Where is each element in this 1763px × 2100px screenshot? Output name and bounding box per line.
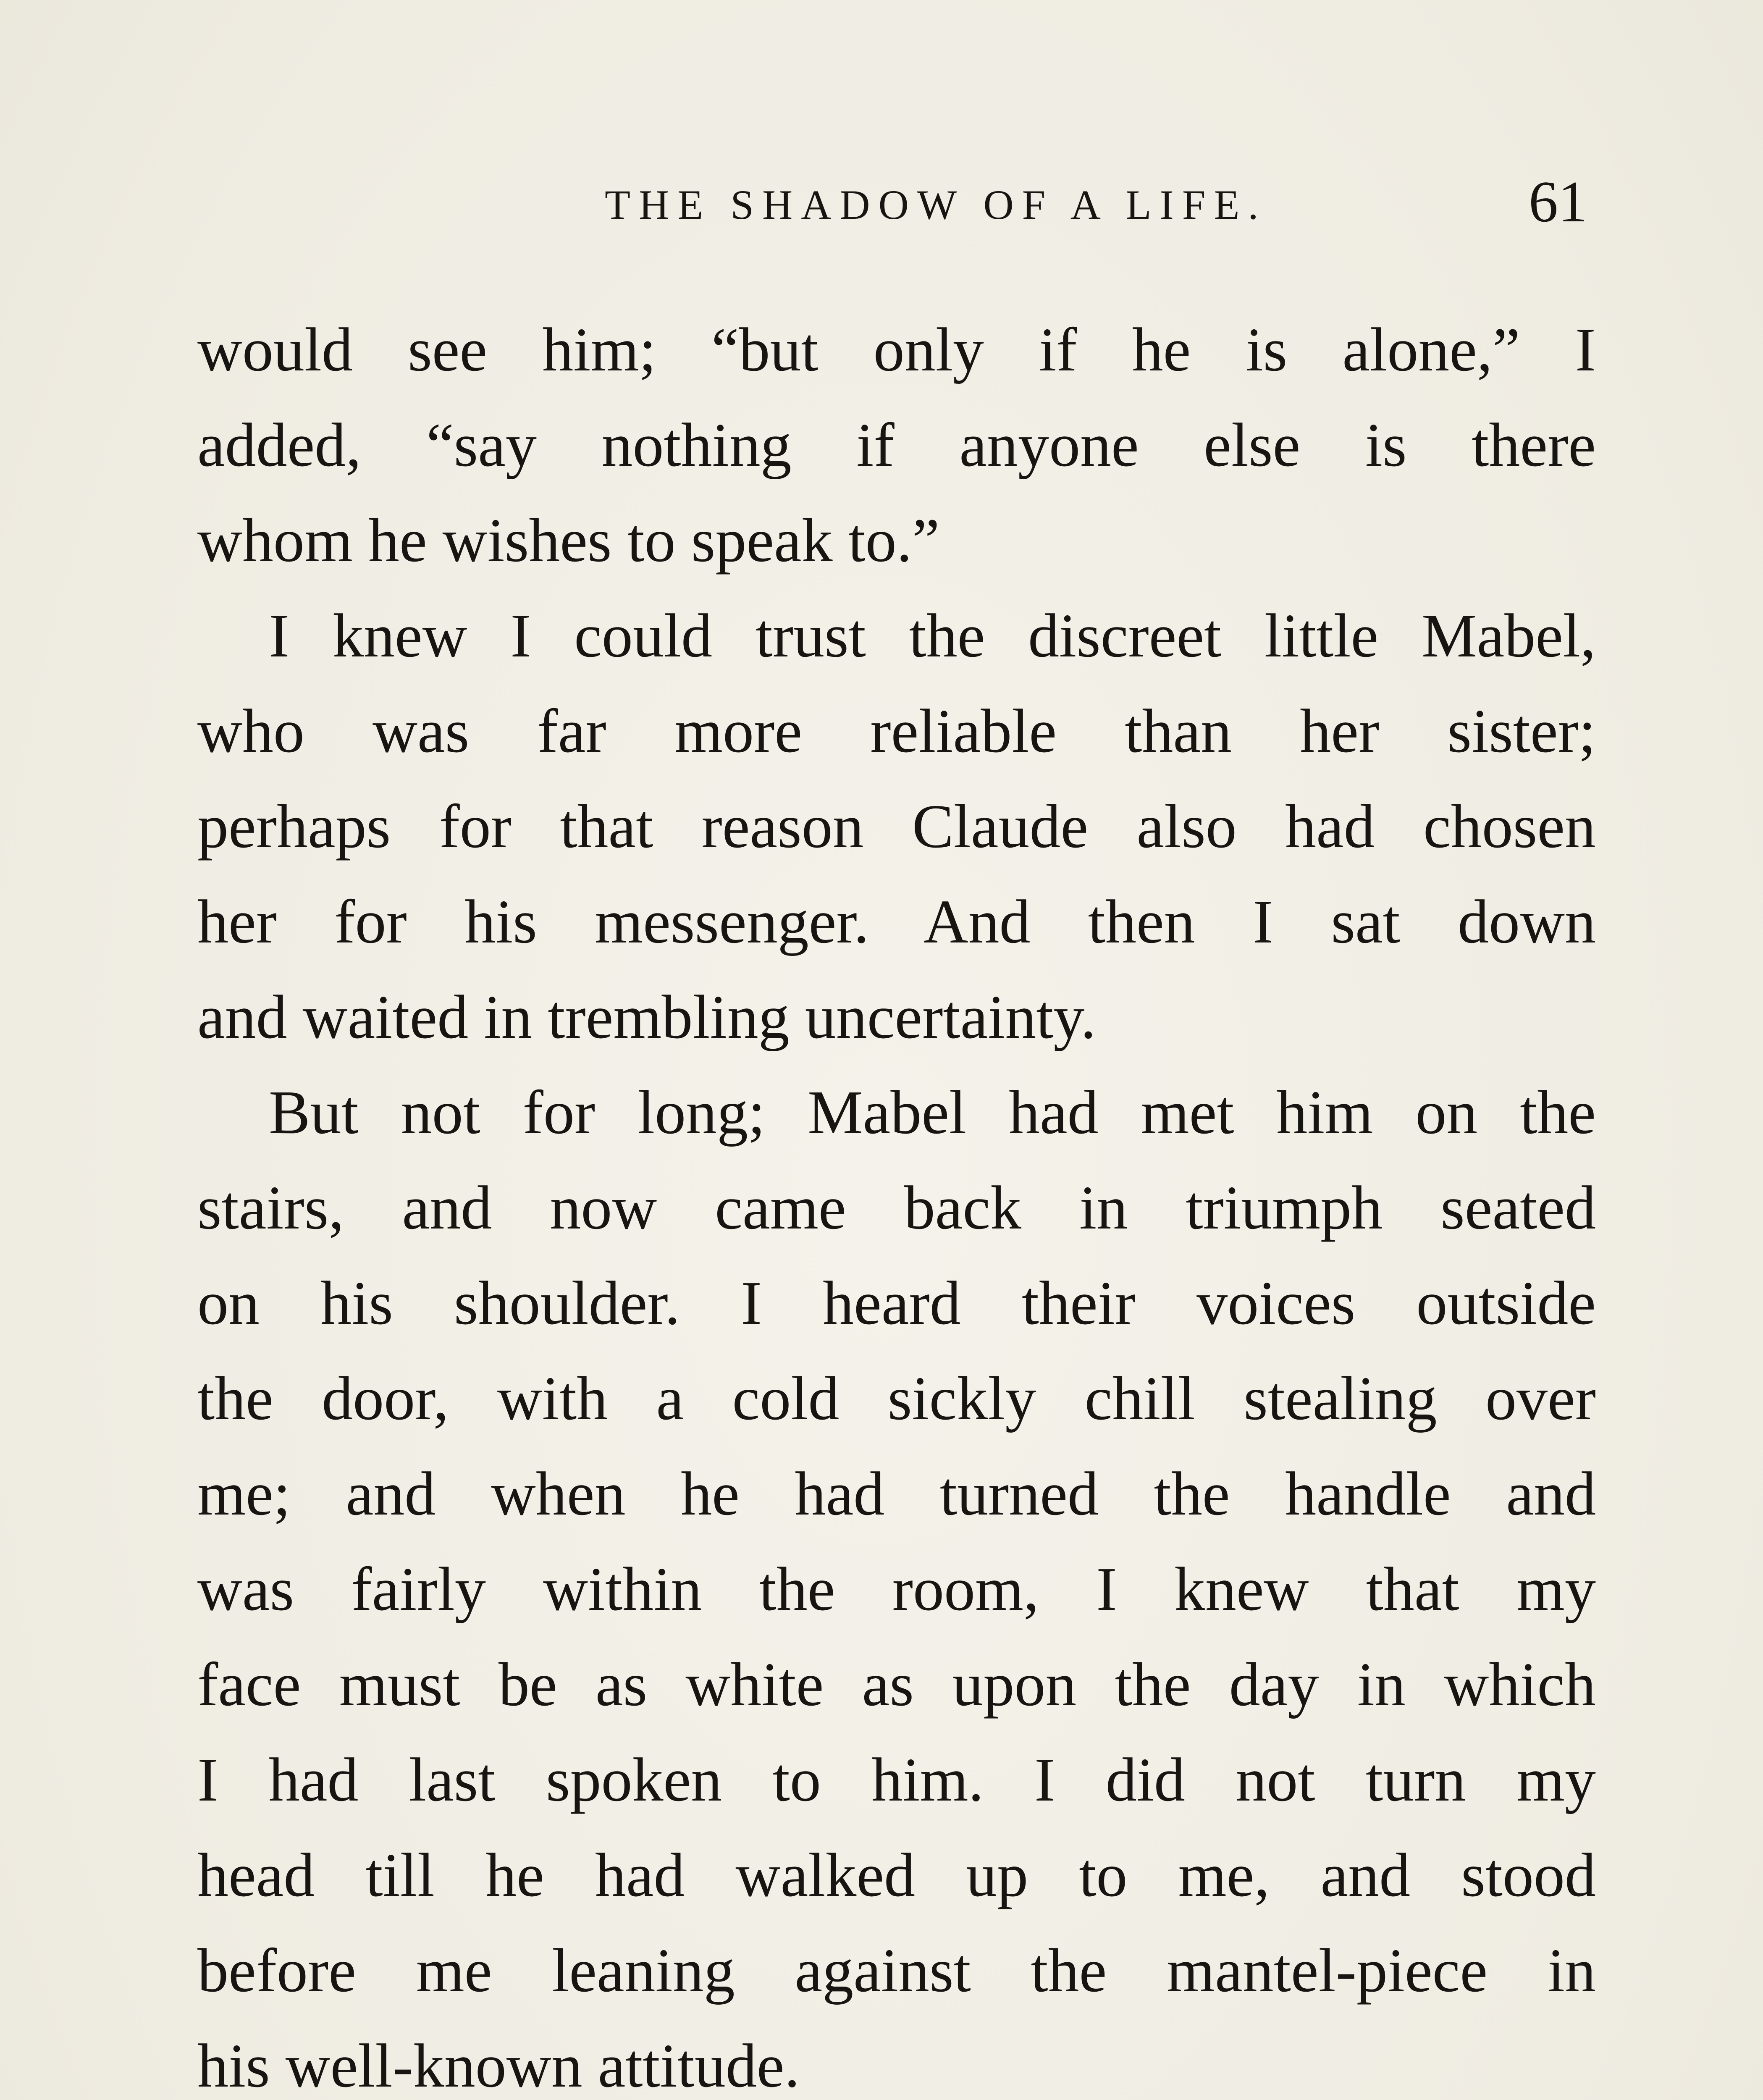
text-line: me; and when he had turned the handle and xyxy=(197,1460,1596,1528)
text-line: was fairly within the room, I knew that my xyxy=(197,1555,1596,1624)
text-line: the door, with a cold sickly chill stealing over xyxy=(197,1364,1596,1433)
text-line: on his shoulder. I heard their voices outside xyxy=(197,1269,1596,1338)
text-line: and waited in trembling uncertainty. xyxy=(197,983,1096,1052)
text-line: whom he wishes to speak to.” xyxy=(197,506,940,575)
page-number: 61 xyxy=(1529,169,1587,234)
text-line: I knew I could trust the discreet little Mabel, xyxy=(269,601,1596,670)
text-line: stairs, and now came back in triumph seated xyxy=(197,1173,1596,1242)
body-text xyxy=(197,302,1596,2100)
text-line: face must be as white as upon the day in which xyxy=(197,1650,1596,1719)
text-line: perhaps for that reason Claude also had chosen xyxy=(197,792,1596,861)
text-line: his well-known attitude. xyxy=(197,2032,800,2100)
text-line: head till he had walked up to me, and stood xyxy=(197,1841,1596,1910)
text-line: her for his messenger. And then I sat down xyxy=(197,887,1596,956)
text-line: But not for long; Mabel had met him on the xyxy=(269,1078,1596,1147)
text-line: who was far more reliable than her sister; xyxy=(197,697,1596,766)
running-head xyxy=(197,168,1596,239)
text-line: added, “say nothing if anyone else is there xyxy=(197,411,1596,480)
text-line: before me leaning against the mantel-piece in xyxy=(197,1936,1596,2005)
text-line: would see him; “but only if he is alone,” I xyxy=(197,315,1596,384)
text-line: I had last spoken to him. I did not turn my xyxy=(197,1746,1596,1814)
running-title: THE SHADOW OF A LIFE. xyxy=(605,181,1267,228)
